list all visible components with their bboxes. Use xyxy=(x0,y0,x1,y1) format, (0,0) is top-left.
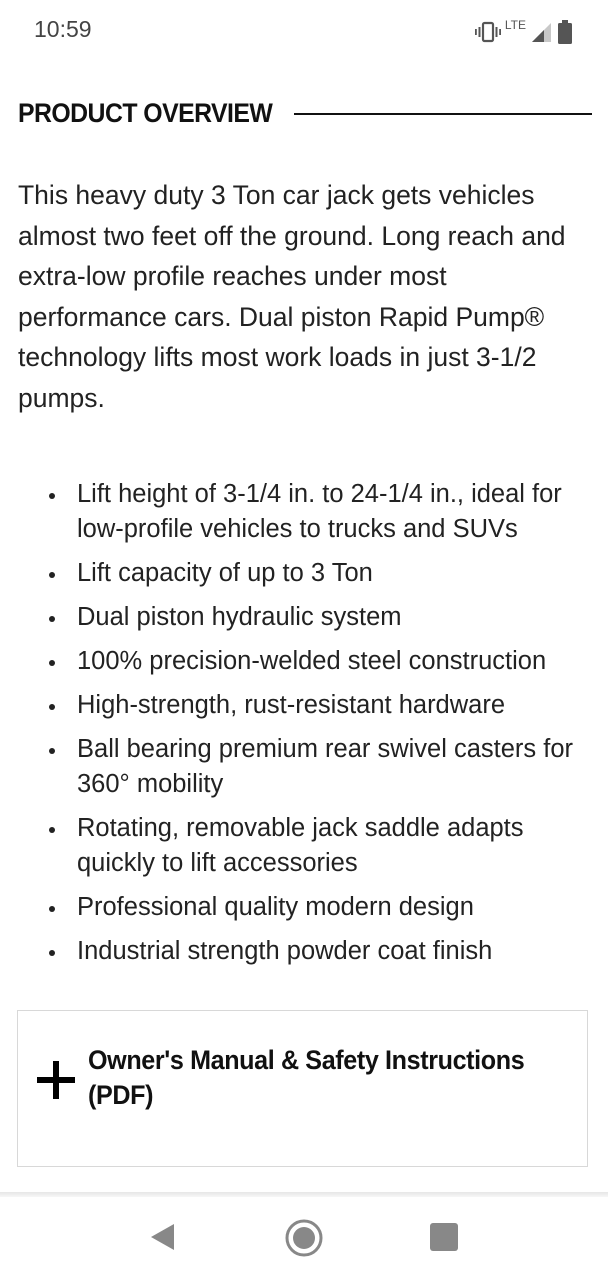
list-item xyxy=(0,934,600,969)
feature-text: Lift height of 3-1/4 in. to 24-1/4 in., ideal for low-profile vehicles to trucks and SUVs xyxy=(77,480,562,543)
accordion-title[interactable]: Owner's Manual & Safety Instructions (PDF) xyxy=(88,1045,525,1110)
battery-icon xyxy=(558,20,572,44)
list-item xyxy=(0,556,600,591)
vibrate-icon xyxy=(475,21,501,43)
list-item xyxy=(0,477,600,547)
bullet-icon xyxy=(49,660,55,666)
feature-text: Ball bearing premium rear swivel casters for 360° mobility xyxy=(77,735,574,798)
feature-text: Lift capacity of up to 3 Ton xyxy=(77,559,373,587)
bullet-icon xyxy=(49,704,55,710)
back-icon[interactable] xyxy=(148,1222,178,1252)
network-type: LTE xyxy=(504,18,526,32)
section-divider xyxy=(294,113,592,115)
list-item xyxy=(0,890,600,925)
feature-text: Industrial strength powder coat finish xyxy=(77,937,493,965)
bullet-icon xyxy=(49,493,55,499)
list-item xyxy=(0,688,600,723)
feature-text: Dual piston hydraulic system xyxy=(77,603,402,631)
section-title: PRODUCT OVERVIEW xyxy=(18,98,273,128)
navigation-bar xyxy=(0,1197,608,1278)
feature-text: Professional quality modern design xyxy=(77,893,474,921)
feature-text: Rotating, removable jack saddle adapts quickly to lift accessories xyxy=(77,814,524,877)
bullet-icon xyxy=(49,616,55,622)
list-item xyxy=(0,811,600,881)
bullet-icon xyxy=(49,572,55,578)
feature-text: High-strength, rust-resistant hardware xyxy=(77,691,506,719)
bullet-icon xyxy=(49,950,55,956)
signal-icon xyxy=(532,21,552,43)
list-item xyxy=(0,644,600,679)
owners-manual-accordion[interactable] xyxy=(17,1010,588,1167)
feature-list xyxy=(0,477,600,978)
list-item xyxy=(0,600,600,635)
bullet-icon xyxy=(49,748,55,754)
section-heading xyxy=(18,98,592,129)
home-icon[interactable] xyxy=(284,1218,324,1258)
plus-icon[interactable] xyxy=(37,1061,75,1099)
recents-icon[interactable] xyxy=(430,1223,458,1251)
list-item xyxy=(0,732,600,802)
product-description: This heavy duty 3 Ton car jack gets vehicles almost two feet off the ground. Long reach and extra-low profile reaches under most performance cars. Dual piston Rapid Pump® technology lifts most work loads in just 3-1/2 pumps. xyxy=(18,180,566,413)
status-bar xyxy=(0,0,608,62)
status-icons xyxy=(475,18,572,46)
bullet-icon xyxy=(49,827,55,833)
bullet-icon xyxy=(49,906,55,912)
status-time: 10:59 xyxy=(34,16,92,42)
feature-text: 100% precision-welded steel construction xyxy=(77,647,547,675)
